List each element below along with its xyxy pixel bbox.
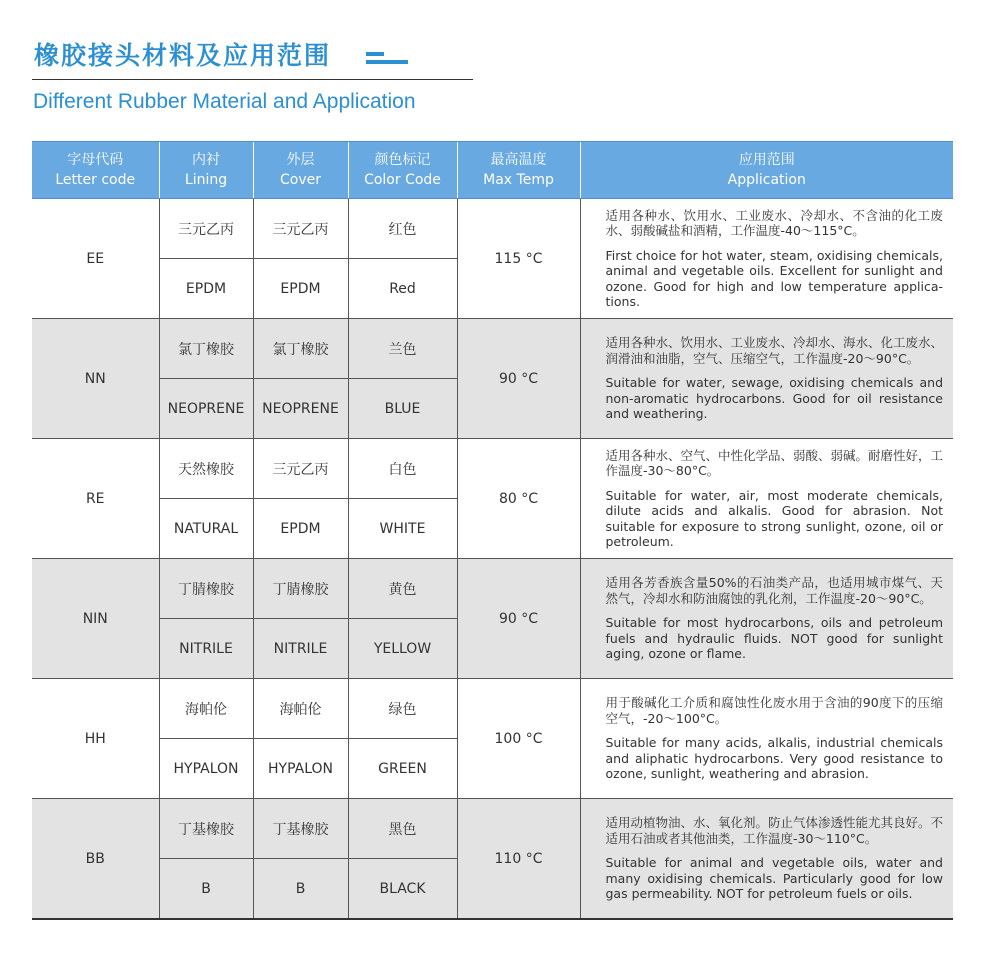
table-row <box>32 199 953 259</box>
letter-code-cell: BB <box>32 799 159 920</box>
letter-code-cell: EE <box>32 199 159 319</box>
title-underline <box>32 79 473 80</box>
application-text-en: Suitable for most hydrocarbons, oils and petroleum fuels and hydraulic fluids. NOT good for sunlight aging, ozone or flame. <box>605 615 943 662</box>
header-letter-code: 字母代码 Letter code <box>32 142 159 199</box>
title-chinese: 橡胶接头材料及应用范围 <box>34 41 332 70</box>
application-cell <box>580 319 953 439</box>
application-text-cn: 适用动植物油、水、氧化剂。防止气体渗透性能尤其良好。不适用石油或者其他油类，工作温度-30～110°C。 <box>605 815 944 846</box>
lining-cn-cell: 丁腈橡胶 <box>159 559 253 619</box>
color-cn-cell: 黄色 <box>348 559 457 619</box>
color-cn-cell: 绿色 <box>348 679 457 739</box>
header-max-temp: 最高温度 Max Temp <box>457 142 580 199</box>
application-text-en: Suitable for water, air, most moderate chemicals, dilute acids and alkalis. Good for abrasion. Not suitable for exposure to strong sunlight, ozone, oil or petroleum. <box>605 487 943 549</box>
table-row <box>32 799 953 859</box>
table-row <box>32 319 953 379</box>
lining-cn-cell: 丁基橡胶 <box>159 799 253 859</box>
max-temp-cell: 90 °C <box>457 319 580 439</box>
lining-cn-cell: 氯丁橡胶 <box>159 319 253 379</box>
header-color-code: 颜色标记 Color Code <box>348 142 457 199</box>
letter-code-cell: NN <box>32 319 159 439</box>
cover-cn-cell: 三元乙丙 <box>253 199 348 259</box>
application-text-en: Suitable for animal and vegetable oils, water and many oxidising chemicals. Particularly good for low gas permeability. NOT for petroleum fuels or oils. <box>605 855 943 902</box>
application-cell <box>580 799 953 920</box>
application-text-cn: 用于酸碱化工介质和腐蚀性化废水用于含油的90度下的压缩空气，-20～100°C。 <box>605 695 943 726</box>
application-text-en: Suitable for water, sewage, oxidising chemicals and non-aromatic hydrocarbons. Good for oil resistance and weathering. <box>605 375 943 422</box>
lining-en-cell: EPDM <box>159 259 253 319</box>
lining-en-cell: NEOPRENE <box>159 379 253 439</box>
application-cell <box>580 439 953 559</box>
header-application: 应用范围 Application <box>580 142 953 199</box>
color-en-cell: GREEN <box>348 739 457 799</box>
cover-en-cell: EPDM <box>253 259 348 319</box>
color-en-cell: BLACK <box>348 859 457 920</box>
material-table <box>32 141 953 920</box>
max-temp-cell: 90 °C <box>457 559 580 679</box>
color-cn-cell: 红色 <box>348 199 457 259</box>
decoration-bar-short <box>366 52 384 56</box>
cover-en-cell: NEOPRENE <box>253 379 348 439</box>
application-text-cn: 适用各芳香族含量50%的石油类产品，也适用城市煤气、天然气，冷却水和防油腐蚀的乳化剂，工作温度-20～90°C。 <box>605 575 943 606</box>
application-cell <box>580 559 953 679</box>
color-cn-cell: 兰色 <box>348 319 457 379</box>
application-text-cn: 适用各种水、空气、中性化学品、弱酸、弱碱。耐磨性好，工作温度-30～80°C。 <box>605 447 944 478</box>
application-text-cn: 适用各种水、饮用水、工业废水、冷却水、不含油的化工废水、弱酸碱盐和酒精，工作温度-40～115°C。 <box>605 207 943 238</box>
header-lining: 内衬 Lining <box>159 142 253 199</box>
cover-cn-cell: 海帕伦 <box>253 679 348 739</box>
lining-en-cell: HYPALON <box>159 739 253 799</box>
max-temp-cell: 100 °C <box>457 679 580 799</box>
application-cell <box>580 199 953 319</box>
lining-cn-cell: 海帕伦 <box>159 679 253 739</box>
application-text-en: Suitable for many acids, alkalis, industrial chemicals and aliphatic hydrocarbons. Very good resistance to ozone, sunlight, weathering and abrasion. <box>605 735 943 782</box>
application-text-en: First choice for hot water, steam, oxidising chemicals, animal and vegetable oils. Excellent for sunlight and ozone. Good for high and low temperature applica-tions. <box>605 247 943 309</box>
cover-cn-cell: 丁基橡胶 <box>253 799 348 859</box>
letter-code-cell: HH <box>32 679 159 799</box>
color-en-cell: Red <box>348 259 457 319</box>
table-row <box>32 679 953 739</box>
cover-cn-cell: 氯丁橡胶 <box>253 319 348 379</box>
lining-en-cell: B <box>159 859 253 920</box>
lining-cn-cell: 三元乙丙 <box>159 199 253 259</box>
color-en-cell: BLUE <box>348 379 457 439</box>
cover-en-cell: EPDM <box>253 499 348 559</box>
header-cover: 外层 Cover <box>253 142 348 199</box>
application-cell <box>580 679 953 799</box>
cover-cn-cell: 丁腈橡胶 <box>253 559 348 619</box>
cover-en-cell: NITRILE <box>253 619 348 679</box>
cover-en-cell: B <box>253 859 348 920</box>
letter-code-cell: RE <box>32 439 159 559</box>
max-temp-cell: 110 °C <box>457 799 580 920</box>
decoration-bar-long <box>366 60 408 64</box>
lining-cn-cell: 天然橡胶 <box>159 439 253 499</box>
table-header-row <box>32 142 953 199</box>
max-temp-cell: 80 °C <box>457 439 580 559</box>
lining-en-cell: NITRILE <box>159 619 253 679</box>
letter-code-cell: NIN <box>32 559 159 679</box>
color-cn-cell: 黑色 <box>348 799 457 859</box>
cover-cn-cell: 三元乙丙 <box>253 439 348 499</box>
color-en-cell: YELLOW <box>348 619 457 679</box>
color-cn-cell: 白色 <box>348 439 457 499</box>
title-decoration <box>366 52 408 66</box>
title-english: Different Rubber Material and Application <box>33 90 416 113</box>
application-text-cn: 适用各种水、饮用水、工业废水、冷却水、海水、化工废水、润滑油和油脂，空气、压缩空气，工作温度-20～90°C。 <box>605 335 944 366</box>
cover-en-cell: HYPALON <box>253 739 348 799</box>
max-temp-cell: 115 °C <box>457 199 580 319</box>
lining-en-cell: NATURAL <box>159 499 253 559</box>
color-en-cell: WHITE <box>348 499 457 559</box>
table-row <box>32 559 953 619</box>
table-row <box>32 439 953 499</box>
